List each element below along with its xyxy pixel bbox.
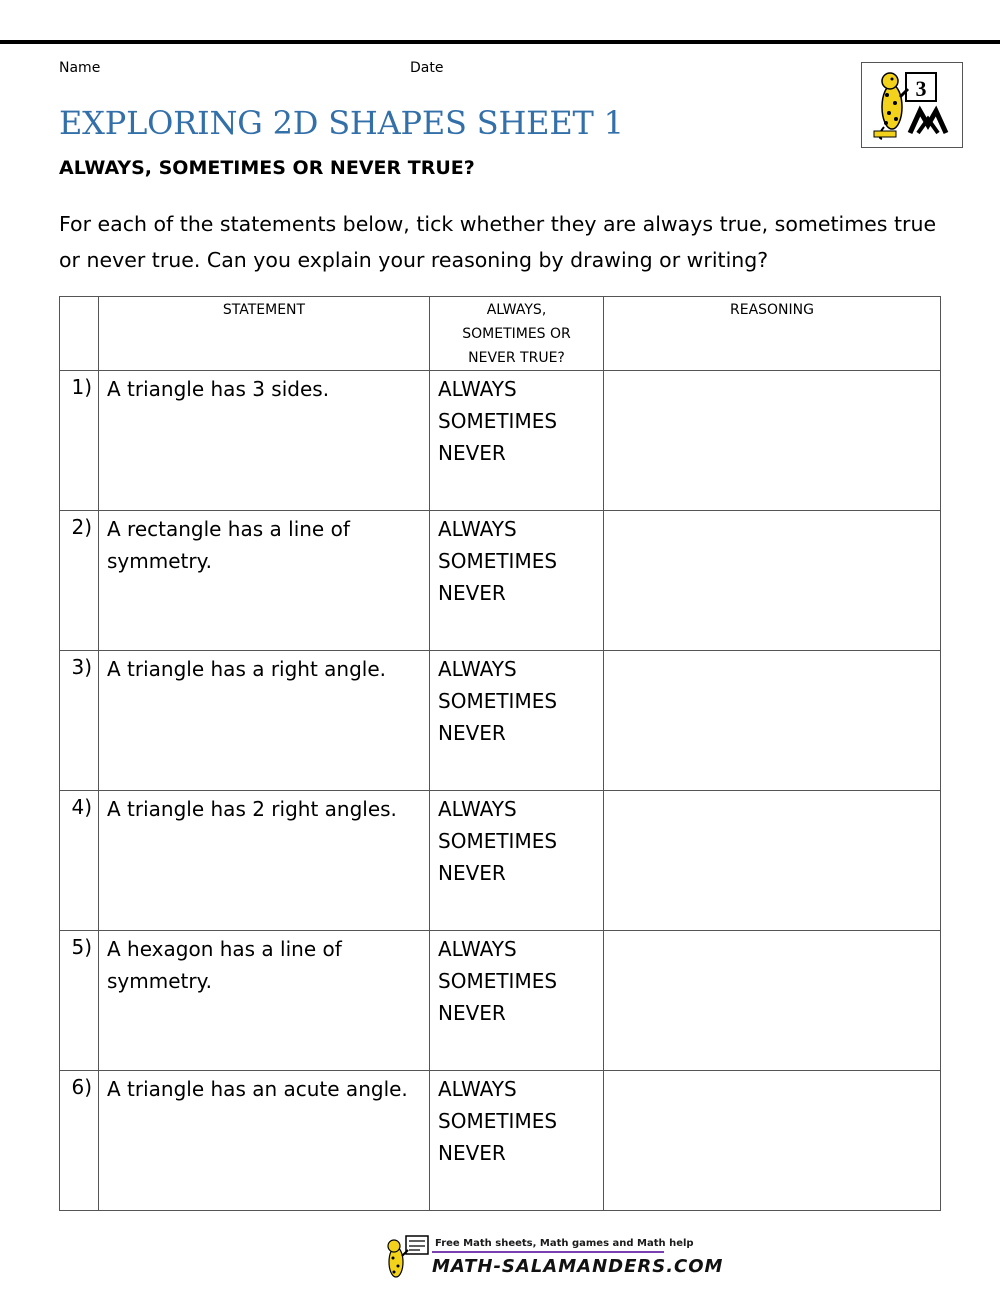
header-statement: STATEMENT bbox=[99, 297, 430, 371]
table-row bbox=[60, 1071, 941, 1211]
option-sometimes[interactable]: SOMETIMES bbox=[438, 829, 558, 853]
salamander-logo-icon bbox=[862, 63, 962, 147]
table-header-row bbox=[60, 297, 941, 371]
header-reasoning: REASONING bbox=[604, 297, 941, 371]
row-reasoning-box[interactable] bbox=[604, 371, 941, 511]
option-always[interactable]: ALWAYS bbox=[438, 377, 517, 401]
option-never[interactable]: NEVER bbox=[438, 441, 506, 465]
row-options bbox=[430, 791, 604, 931]
row-options bbox=[430, 651, 604, 791]
logo-badge: 3 bbox=[915, 76, 927, 101]
row-reasoning-box[interactable] bbox=[604, 791, 941, 931]
footer-tagline: Free Math sheets, Math games and Math help bbox=[435, 1238, 694, 1249]
option-sometimes[interactable]: SOMETIMES bbox=[438, 689, 558, 713]
header-choice-line1: ALWAYS, bbox=[486, 302, 547, 318]
statements-table bbox=[59, 296, 941, 1211]
option-never[interactable]: NEVER bbox=[438, 1141, 506, 1165]
row-reasoning-box[interactable] bbox=[604, 931, 941, 1071]
instructions: For each of the statements below, tick whether they are always true, sometimes true or never true. Can you explain your reasoning by drawing or writing? bbox=[59, 212, 937, 272]
row-statement: A triangle has a right angle. bbox=[99, 651, 430, 791]
row-options bbox=[430, 1071, 604, 1211]
row-reasoning-box[interactable] bbox=[604, 1071, 941, 1211]
row-reasoning-box[interactable] bbox=[604, 511, 941, 651]
option-never[interactable]: NEVER bbox=[438, 861, 506, 885]
row-number: 6) bbox=[60, 1071, 99, 1211]
salamander-logo bbox=[861, 62, 963, 148]
date-label: Date bbox=[410, 60, 444, 76]
row-statement: A rectangle has a line of symmetry. bbox=[99, 511, 430, 651]
name-label: Name bbox=[59, 60, 101, 76]
option-sometimes[interactable]: SOMETIMES bbox=[438, 1109, 558, 1133]
table-row bbox=[60, 791, 941, 931]
row-statement: A triangle has 2 right angles. bbox=[99, 791, 430, 931]
header-number bbox=[60, 297, 99, 371]
row-number: 2) bbox=[60, 511, 99, 651]
footer-salamander-logo bbox=[380, 1234, 430, 1286]
page-title: EXPLORING 2D SHAPES SHEET 1 bbox=[59, 104, 624, 142]
table-row bbox=[60, 651, 941, 791]
option-never[interactable]: NEVER bbox=[438, 581, 506, 605]
footer-rule bbox=[432, 1251, 664, 1253]
option-always[interactable]: ALWAYS bbox=[438, 1077, 517, 1101]
row-number: 4) bbox=[60, 791, 99, 931]
row-options bbox=[430, 931, 604, 1071]
option-sometimes[interactable]: SOMETIMES bbox=[438, 969, 558, 993]
row-number: 3) bbox=[60, 651, 99, 791]
row-statement: A hexagon has a line of symmetry. bbox=[99, 931, 430, 1071]
row-statement: A triangle has an acute angle. bbox=[99, 1071, 430, 1211]
option-always[interactable]: ALWAYS bbox=[438, 657, 517, 681]
row-number: 1) bbox=[60, 371, 99, 511]
footer-site-link[interactable]: MATH-SALAMANDERS.COM bbox=[432, 1256, 724, 1277]
option-always[interactable]: ALWAYS bbox=[438, 517, 517, 541]
table-row bbox=[60, 511, 941, 651]
page-subtitle: ALWAYS, SOMETIMES OR NEVER TRUE? bbox=[59, 157, 475, 179]
option-sometimes[interactable]: SOMETIMES bbox=[438, 409, 558, 433]
row-reasoning-box[interactable] bbox=[604, 651, 941, 791]
option-never[interactable]: NEVER bbox=[438, 1001, 506, 1025]
header-choice bbox=[430, 297, 604, 371]
row-options bbox=[430, 511, 604, 651]
table-row bbox=[60, 371, 941, 511]
header-choice-line2: SOMETIMES OR bbox=[462, 326, 571, 342]
top-rule bbox=[0, 40, 1000, 44]
row-statement: A triangle has 3 sides. bbox=[99, 371, 430, 511]
row-options bbox=[430, 371, 604, 511]
option-sometimes[interactable]: SOMETIMES bbox=[438, 549, 558, 573]
table-row bbox=[60, 931, 941, 1071]
header-choice-line3: NEVER TRUE? bbox=[468, 350, 565, 366]
option-always[interactable]: ALWAYS bbox=[438, 797, 517, 821]
footer-salamander-icon bbox=[380, 1234, 430, 1282]
option-always[interactable]: ALWAYS bbox=[438, 937, 517, 961]
option-never[interactable]: NEVER bbox=[438, 721, 506, 745]
row-number: 5) bbox=[60, 931, 99, 1071]
